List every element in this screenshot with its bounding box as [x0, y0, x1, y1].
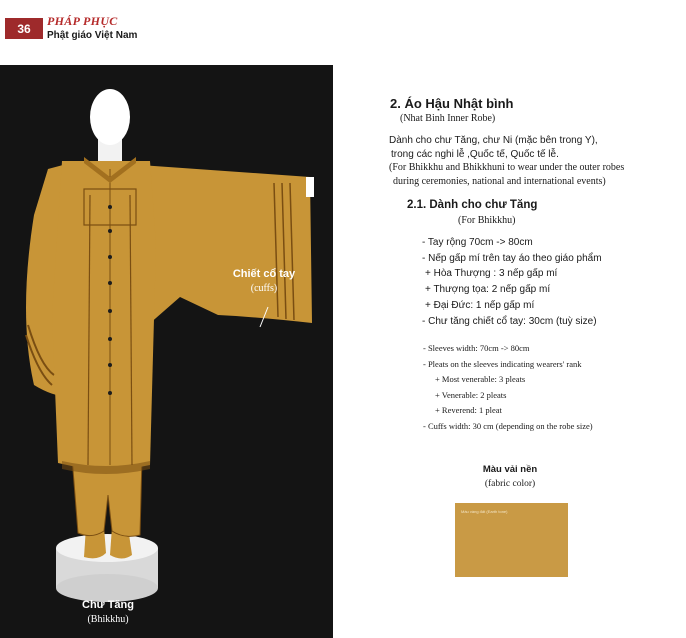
list-item: - Sleeves width: 70cm -> 80cm	[423, 343, 530, 353]
list-item: - Chư tăng chiết cổ tay: 30cm (tuỳ size)	[422, 315, 597, 327]
publication-subtitle: Phật giáo Việt Nam	[47, 30, 138, 41]
right-sleeve	[140, 165, 314, 325]
spec-list-en	[423, 341, 593, 435]
mannequin-head	[90, 89, 130, 161]
list-item: + Venerable: 2 pleats	[435, 389, 507, 400]
figure-caption-en: (Bhikkhu)	[87, 614, 129, 625]
fabric-color-title: Màu vải nền	[482, 464, 538, 475]
robe-body	[52, 157, 156, 474]
subsection-heading: 2.1. Dành cho chư Tăng	[407, 199, 538, 211]
robe-illustration	[0, 65, 333, 638]
cuffs-callout-en: (cuffs)	[250, 283, 278, 294]
list-item: - Tay rộng 70cm -> 80cm	[422, 237, 533, 248]
desc-vi-line-2: trong các nghi lễ ,Quốc tế, Quốc tế lễ.	[391, 148, 559, 160]
cuffs-callout	[222, 268, 306, 294]
desc-vi-line-1: Dành cho chư Tăng, chư Ni (mặc bên trong Y),	[389, 135, 598, 146]
desc-en-line-2: during ceremonies, national and international events)	[393, 175, 606, 187]
section-heading-en: (Nhat Binh Inner Robe)	[400, 113, 496, 124]
figure-caption-vi: Chư Tăng	[82, 599, 134, 611]
list-item: + Most venerable: 3 pleats	[435, 374, 526, 385]
section-description	[389, 134, 624, 188]
list-item: - Cuffs width: 30 cm (depending on the robe size)	[423, 420, 593, 431]
page-number: 36	[5, 18, 43, 39]
desc-en-line-1: (For Bhikkhu and Bhikkhuni to wear under the outer robes	[389, 162, 625, 173]
pedestal	[56, 534, 158, 602]
figure-caption	[66, 599, 150, 625]
cuffs-callout-vi: Chiết cổ tay	[232, 268, 296, 280]
section-heading: 2. Áo Hậu Nhật bình	[390, 96, 514, 111]
fabric-swatch	[455, 503, 568, 577]
list-item: + Hòa Thượng : 3 nếp gấp mí	[425, 268, 558, 280]
list-item: + Thượng tọa: 2 nếp gấp mí	[425, 284, 551, 296]
spec-list-vi	[422, 235, 602, 329]
fabric-color-title-en: (fabric color)	[484, 479, 536, 489]
fabric-swatch-label: Màu vàng đất (Earth tone)	[461, 509, 508, 514]
subsection-heading-en: (For Bhikkhu)	[458, 215, 516, 226]
list-item: + Reverend: 1 pleat	[435, 405, 502, 416]
list-item: + Đại Đức: 1 nếp gấp mí	[425, 299, 535, 311]
list-item: - Pleats on the sleeves indicating wearers' rank	[423, 358, 582, 369]
publication-title: PHÁP PHỤC	[47, 14, 118, 28]
list-item: - Nếp gấp mí trên tay áo theo giáo phẩm	[422, 252, 602, 264]
